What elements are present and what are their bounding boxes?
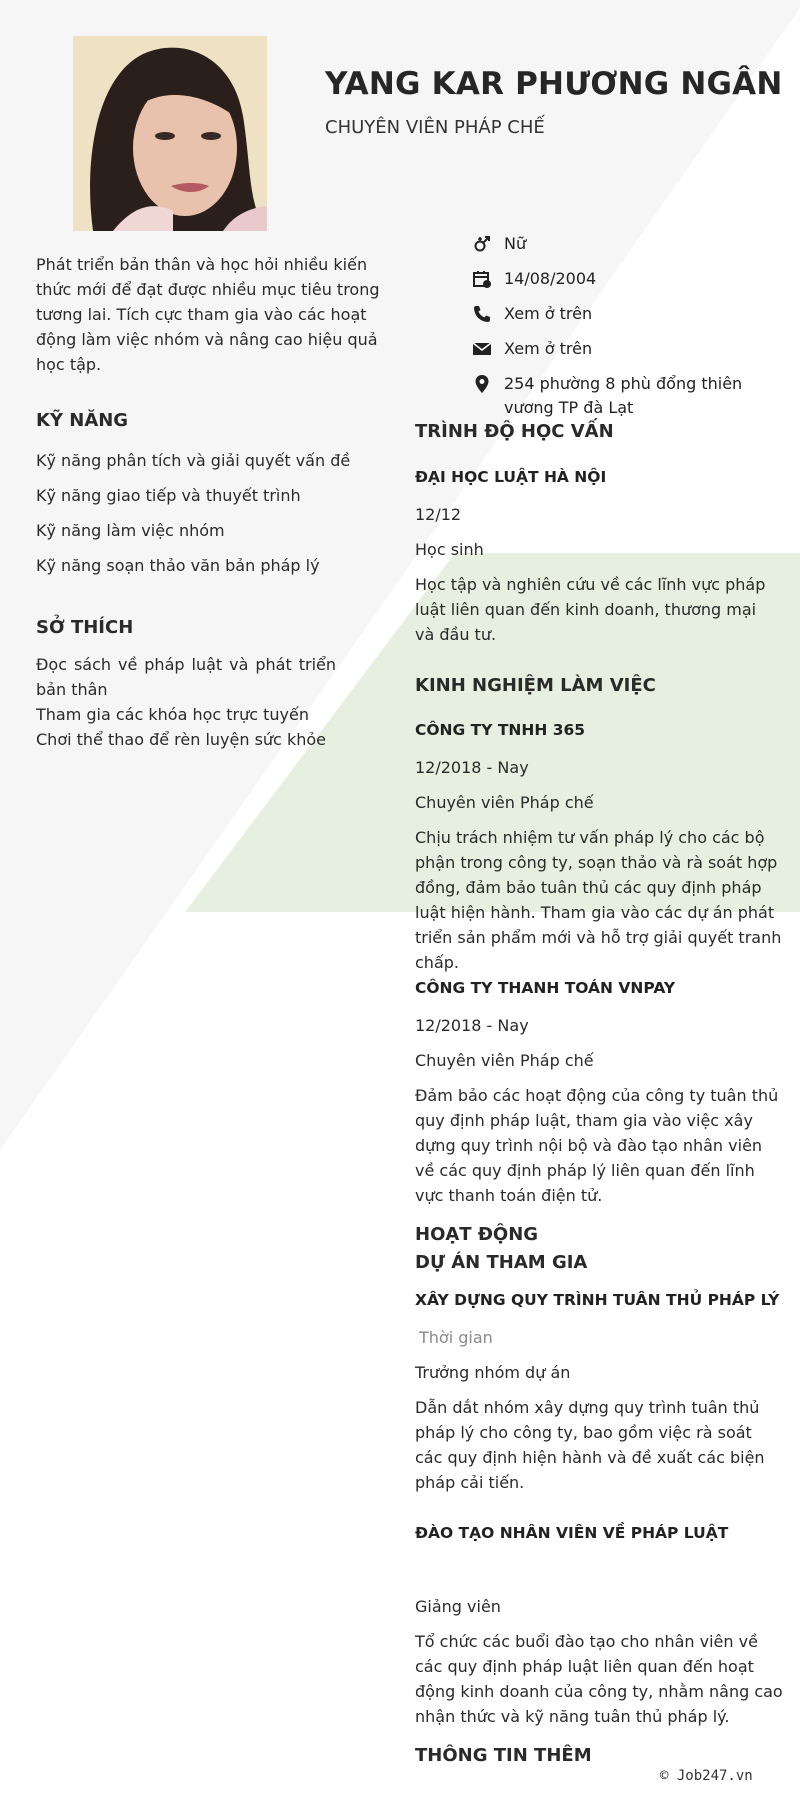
birthday-value: 14/08/2004 bbox=[504, 269, 597, 288]
skill-item: Kỹ năng soạn thảo văn bản pháp lý bbox=[36, 556, 320, 575]
skills-heading: KỸ NĂNG bbox=[36, 410, 129, 431]
contact-phone bbox=[470, 302, 770, 337]
education-heading: TRÌNH ĐỘ HỌC VẤN bbox=[415, 421, 614, 442]
education-description: Học tập và nghiên cứu về các lĩnh vực pháp luật liên quan đến kinh doanh, thương mại và đầu tư. bbox=[415, 575, 766, 644]
skill-item: Kỹ năng giao tiếp và thuyết trình bbox=[36, 486, 301, 505]
project-role: Trưởng nhóm dự án bbox=[415, 1363, 571, 1382]
gender-icon bbox=[470, 232, 494, 256]
candidate-name: YANG KAR PHƯƠNG NGÂN bbox=[325, 66, 783, 102]
location-pin-icon bbox=[470, 372, 494, 396]
hobby-item: Đọc sách về pháp luật và phát triển bbox=[36, 655, 336, 674]
skill-item: Kỹ năng làm việc nhóm bbox=[36, 521, 225, 540]
projects-heading: DỰ ÁN THAM GIA bbox=[415, 1252, 588, 1273]
experience-period: 12/2018 - Nay bbox=[415, 1016, 529, 1035]
experience-description: Chịu trách nhiệm tư vấn pháp lý cho các bộ phận trong công ty, soạn thảo và rà soát hợp đồng, đảm bảo tuân thủ các quy định pháp luật hiện hành. Tham gia vào các dự án phát triển sản phẩm mới và hỗ trợ giải quyết tranh chấp. bbox=[415, 828, 782, 972]
footer-credit: © Job247.vn bbox=[660, 1768, 753, 1784]
hobby-item: Tham gia các khóa học trực tuyến bbox=[36, 705, 310, 724]
education-period: 12/12 bbox=[415, 505, 462, 524]
mail-icon bbox=[470, 337, 494, 361]
contact-gender bbox=[470, 232, 770, 267]
education-school: ĐẠI HỌC LUẬT HÀ NỘI bbox=[415, 468, 607, 486]
project-name: ĐÀO TẠO NHÂN VIÊN VỀ PHÁP LUẬT bbox=[415, 1524, 729, 1542]
project-time: Thời gian bbox=[419, 1328, 493, 1347]
additional-info-heading: THÔNG TIN THÊM bbox=[415, 1745, 592, 1766]
hobby-item-continuation: bản thân bbox=[36, 680, 108, 699]
experience-description: Đảm bảo các hoạt động của công ty tuân thủ quy định pháp luật, tham gia vào việc xây dựng quy trình nội bộ và đào tạo nhân viên về các quy định pháp lý liên quan đến lĩnh vực thanh toán điện tử. bbox=[415, 1086, 779, 1205]
activities-heading: HOẠT ĐỘNG bbox=[415, 1224, 539, 1245]
experience-role: Chuyên viên Pháp chế bbox=[415, 1051, 594, 1070]
experience-heading: KINH NGHIỆM LÀM VIỆC bbox=[415, 675, 656, 696]
project-role: Giảng viên bbox=[415, 1597, 501, 1616]
skill-item: Kỹ năng phân tích và giải quyết vấn đề bbox=[36, 451, 351, 470]
skills-list bbox=[36, 450, 350, 590]
contact-birthday bbox=[470, 267, 770, 302]
project-description: Dẫn dắt nhóm xây dựng quy trình tuân thủ pháp lý cho công ty, bao gồm việc rà soát các quy định hiện hành và đề xuất các biện pháp cải tiến. bbox=[415, 1398, 765, 1492]
career-objective: Phát triển bản thân và học hỏi nhiều kiến thức mới để đạt được nhiều mục tiêu trong tương lai. Tích cực tham gia vào các hoạt động làm việc nhóm và nâng cao hiệu quả học tập. bbox=[36, 255, 380, 374]
hobbies-list bbox=[36, 652, 336, 752]
email-value[interactable]: Xem ở trên bbox=[504, 339, 593, 358]
hobby-item: Chơi thể thao để rèn luyện sức khỏe bbox=[36, 730, 326, 749]
experience-company: CÔNG TY THANH TOÁN VNPAY bbox=[415, 979, 676, 997]
experience-role: Chuyên viên Pháp chế bbox=[415, 793, 594, 812]
education-role: Học sinh bbox=[415, 540, 484, 559]
contact-info bbox=[470, 232, 770, 420]
experience-period: 12/2018 - Nay bbox=[415, 758, 529, 777]
contact-email bbox=[470, 337, 770, 372]
profile-photo bbox=[73, 36, 267, 231]
hobbies-heading: SỞ THÍCH bbox=[36, 617, 134, 638]
address-value: 254 phường 8 phù đổng thiên vương TP đà Lạt bbox=[504, 374, 743, 417]
experience-company: CÔNG TY TNHH 365 bbox=[415, 721, 586, 739]
project-description: Tổ chức các buổi đào tạo cho nhân viên về các quy định pháp luật liên quan đến hoạt động kinh doanh của công ty, nhằm nâng cao nhận thức và kỹ năng tuân thủ pháp lý. bbox=[415, 1632, 783, 1726]
phone-icon bbox=[470, 302, 494, 326]
portrait-illustration bbox=[73, 36, 267, 231]
calendar-icon bbox=[470, 267, 494, 291]
contact-address bbox=[470, 372, 770, 420]
project-name: XÂY DỰNG QUY TRÌNH TUÂN THỦ PHÁP LÝ bbox=[415, 1291, 780, 1309]
phone-value[interactable]: Xem ở trên bbox=[504, 304, 593, 323]
gender-value: Nữ bbox=[504, 234, 527, 253]
job-title: CHUYÊN VIÊN PHÁP CHẾ bbox=[325, 117, 545, 138]
